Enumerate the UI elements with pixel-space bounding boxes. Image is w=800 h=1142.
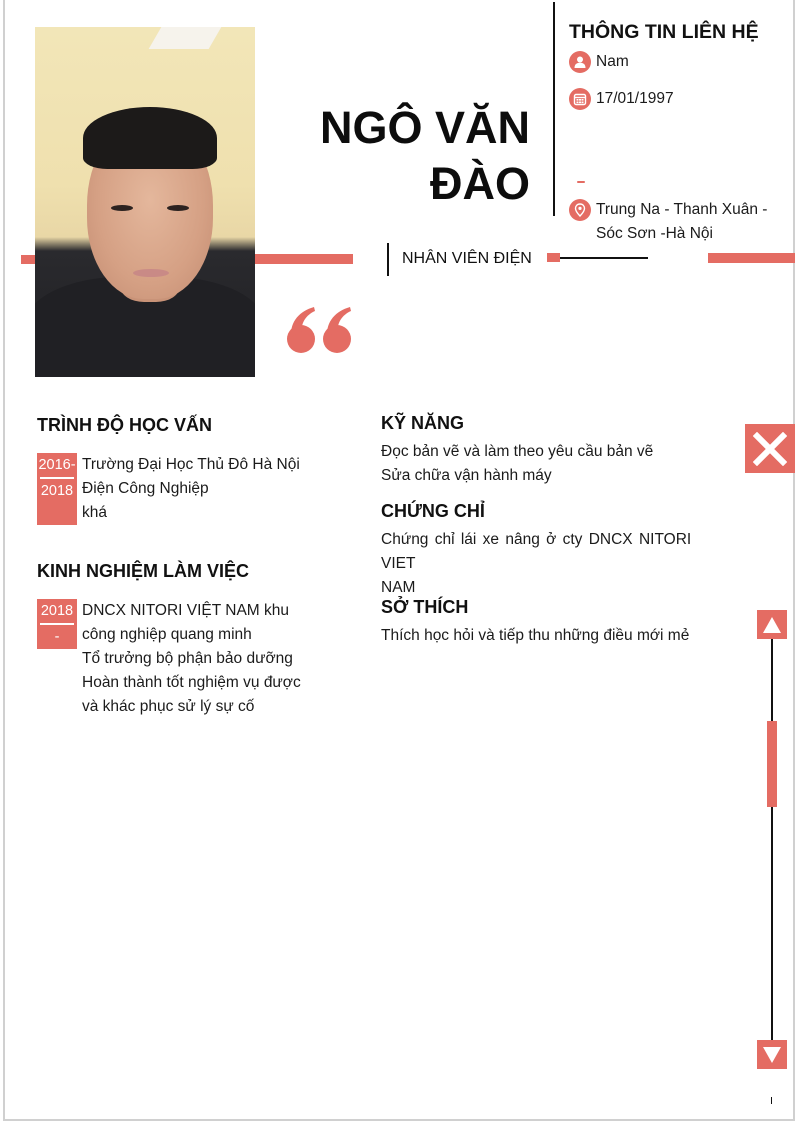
education-end: 2018 — [40, 483, 74, 499]
education-school: Trường Đại Học Thủ Đô Hà Nội — [82, 456, 300, 473]
gender-value: Nam — [596, 53, 629, 70]
accent-bar-right — [708, 253, 795, 263]
experience-line: Hoàn thành tốt nghiệm vụ được — [82, 674, 301, 691]
hobbies-title: SỞ THÍCH — [381, 597, 469, 617]
page-end-tick — [771, 1097, 772, 1104]
education-major: Điện Công Nghiệp — [82, 480, 209, 497]
location-pin-icon — [569, 199, 591, 221]
certificates-title: CHỨNG CHỈ — [381, 501, 485, 521]
skill-item: Sửa chữa vận hành máy — [381, 467, 552, 484]
scroll-thumb[interactable] — [767, 721, 777, 807]
contact-hidden-item-marker — [577, 181, 585, 183]
education-date-badge — [37, 453, 77, 525]
contact-birthday — [569, 87, 674, 111]
candidate-name — [320, 100, 530, 212]
triangle-up-icon — [762, 616, 782, 634]
profile-photo — [35, 27, 255, 377]
certificates-list — [381, 528, 731, 600]
scroll-track[interactable] — [771, 638, 773, 1043]
contact-divider — [553, 2, 555, 216]
experience-item — [37, 599, 301, 719]
experience-line: Tổ trưởng bộ phận bảo dưỡng — [82, 650, 293, 667]
quote-open-icon — [286, 305, 354, 360]
contact-gender — [569, 50, 629, 74]
skill-item: Đọc bản vẽ và làm theo yêu cầu bản vẽ — [381, 443, 654, 460]
close-icon — [753, 432, 787, 466]
education-item — [37, 453, 300, 525]
scroll-up-button[interactable] — [757, 610, 787, 639]
experience-line: công nghiệp quang minh — [82, 626, 252, 643]
close-button[interactable] — [745, 424, 795, 473]
certificate-line: NAM — [381, 579, 416, 596]
name-line-2: ĐÀO — [430, 158, 530, 209]
education-start: 2016- — [38, 457, 76, 473]
experience-line: DNCX NITORI VIỆT NAM khu — [82, 602, 289, 619]
certificate-line: Chứng chỉ lái xe nâng ở cty DNCX NITORI VIET — [381, 531, 692, 572]
job-title-divider — [387, 243, 389, 276]
skills-title: KỸ NĂNG — [381, 413, 465, 433]
scroll-down-button[interactable] — [757, 1040, 787, 1069]
skills-list — [381, 440, 653, 488]
hobby-item: Thích học hỏi và tiếp thu những điều mới mẻ — [381, 627, 690, 644]
experience-date-badge — [37, 599, 77, 649]
experience-line: và khác phục sử lý sự cố — [82, 698, 255, 715]
education-title: TRÌNH ĐỘ HỌC VẤN — [37, 415, 212, 435]
accent-bar-small — [547, 253, 560, 262]
hobbies-list — [381, 624, 689, 648]
address-line-2: Sóc Sơn -Hà Nội — [596, 225, 713, 242]
name-line-1: NGÔ VĂN — [319, 102, 530, 153]
birthday-value: 17/01/1997 — [596, 90, 674, 107]
experience-title: KINH NGHIỆM LÀM VIỆC — [37, 561, 250, 581]
address-line-1: Trung Na - Thanh Xuân - — [596, 201, 768, 218]
job-title: NHÂN VIÊN ĐIỆN — [402, 250, 532, 267]
job-title-line — [560, 257, 648, 259]
calendar-icon — [569, 88, 591, 110]
accent-bar-mid — [255, 254, 353, 264]
contact-title: THÔNG TIN LIÊN HỆ — [569, 21, 759, 43]
contact-address — [569, 198, 767, 246]
experience-start: 2018 — [40, 603, 74, 619]
user-icon — [569, 51, 591, 73]
experience-end: - — [54, 629, 60, 645]
education-grade: khá — [82, 504, 107, 521]
triangle-down-icon — [762, 1046, 782, 1064]
